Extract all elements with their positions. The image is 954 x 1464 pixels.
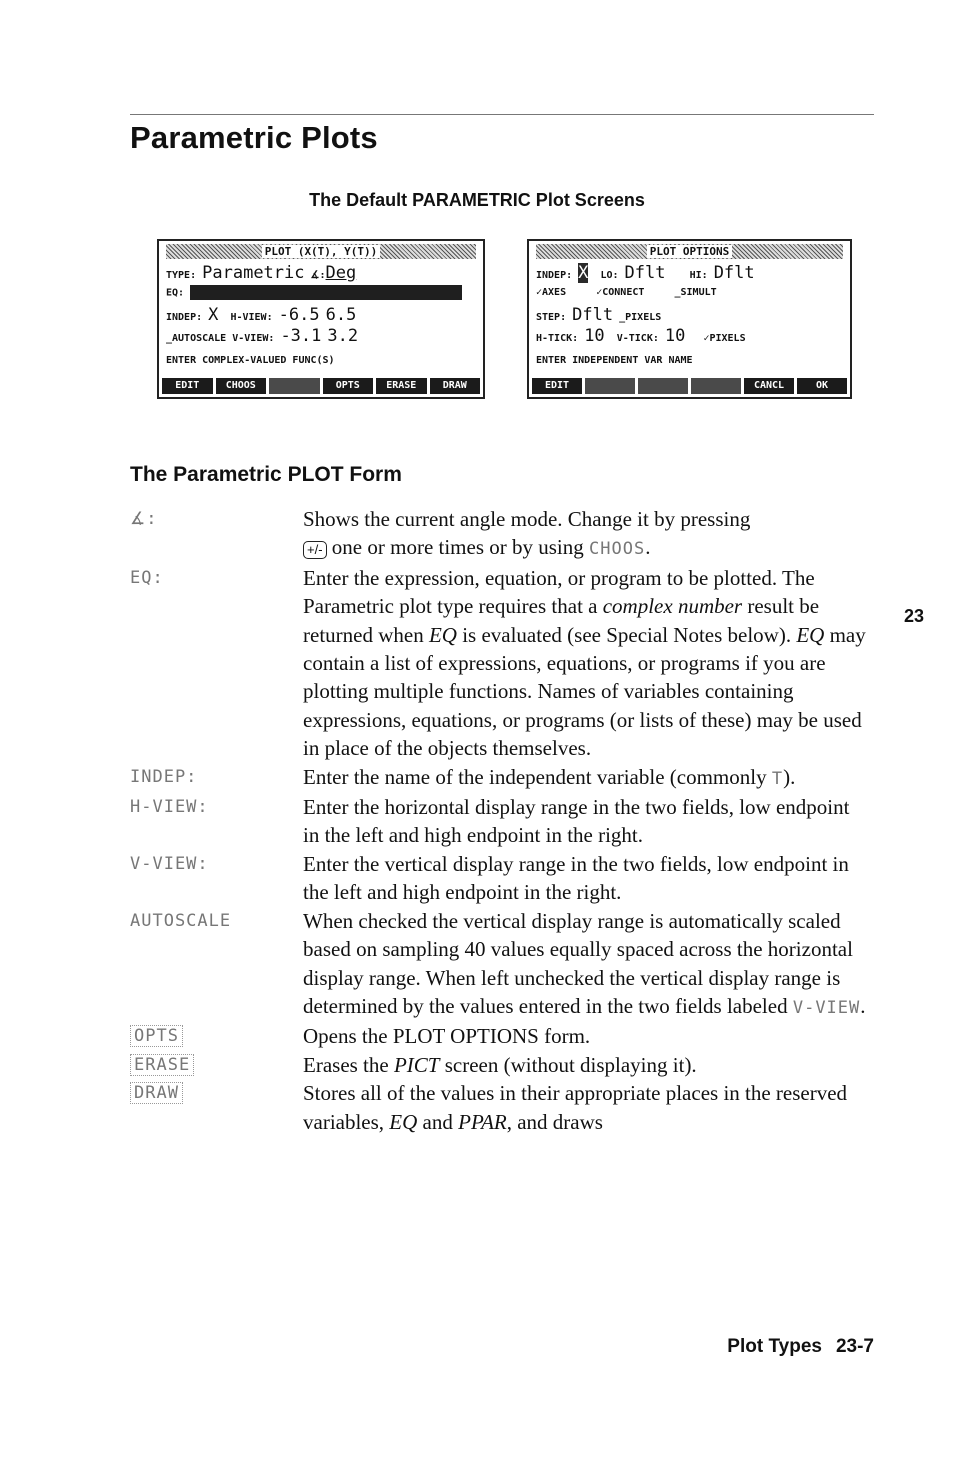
lo-value[interactable]: Dflt xyxy=(624,263,666,283)
screen-header xyxy=(536,244,843,259)
definition-angle xyxy=(130,505,870,564)
indep-value[interactable]: X xyxy=(208,305,219,325)
desc-text: Enter the name of the independent variable (commonly xyxy=(303,764,772,789)
footer-label: Plot Types xyxy=(727,1336,822,1357)
term-opts xyxy=(130,1022,303,1050)
autoscale-checkbox[interactable]: _AUTOSCALE xyxy=(166,333,227,344)
vview-lo[interactable]: -3.1 xyxy=(280,326,322,346)
desc-emphasis: EQ xyxy=(428,622,457,647)
desc-text: Shows the current angle mode. Change it by pressing xyxy=(303,507,751,531)
lo-label: LO: xyxy=(600,270,619,281)
desc-text: is evaluated (see Special Notes below). xyxy=(456,622,797,647)
vview-hi[interactable]: 3.2 xyxy=(327,326,359,346)
type-row xyxy=(166,263,356,283)
vtick-label: V-TICK: xyxy=(616,333,659,344)
vtick-value[interactable]: 10 xyxy=(664,326,686,346)
type-label: TYPE: xyxy=(166,270,197,281)
description-autoscale xyxy=(303,907,868,1023)
desc-emphasis: complex number xyxy=(602,594,743,619)
tick-pixels-checkbox[interactable]: ✓PIXELS xyxy=(703,333,746,344)
term-hview: H-VIEW: xyxy=(130,797,209,818)
menu-bar xyxy=(162,378,480,394)
menu-key-choos[interactable]: CHOOS xyxy=(216,378,267,394)
page-number: 23-7 xyxy=(835,1336,874,1357)
desc-text: may contain a list of expressions, equations, or programs if you are plotting multiple functions. Names of variables containing expressions, equations, or programs (or lists of these) may be used in place of the objects themselves. xyxy=(303,622,866,761)
htick-label: H-TICK: xyxy=(536,333,579,344)
vview-row xyxy=(166,326,358,346)
desc-text: result be returned when xyxy=(303,594,820,647)
description-indep xyxy=(303,763,868,793)
section-heading: The Parametric PLOT Form xyxy=(130,463,402,486)
screen-prompt: ENTER COMPLEX-VALUED FUNC(S) xyxy=(166,355,335,366)
hi-value[interactable]: Dflt xyxy=(713,263,755,283)
menu-key-blank[interactable] xyxy=(691,378,741,394)
menu-key-blank[interactable] xyxy=(638,378,688,394)
description-draw xyxy=(303,1079,868,1136)
indep-label: INDEP: xyxy=(166,312,203,323)
plot-form-screen xyxy=(157,239,485,399)
desc-text: ). xyxy=(783,764,796,789)
indep-row xyxy=(536,263,755,283)
term-vview: V-VIEW: xyxy=(130,853,209,874)
angle-label: ∡: xyxy=(310,270,326,281)
desc-text: Enter the expression, equation, or program to be plotted. The Parametric plot type requires that a xyxy=(303,565,815,619)
desc-emphasis: EQ xyxy=(796,622,825,647)
screen-prompt: ENTER INDEPENDENT VAR NAME xyxy=(536,355,693,366)
type-value[interactable]: Parametric xyxy=(202,263,305,283)
definition-draw xyxy=(130,1079,870,1136)
hi-label: HI: xyxy=(689,270,708,281)
definition-autoscale xyxy=(130,907,870,1023)
term-draw xyxy=(130,1079,303,1107)
menu-bar xyxy=(532,378,847,394)
screen-header-text: PLOT (X(T), Y(T)) xyxy=(262,245,381,258)
menu-key-edit[interactable]: EDIT xyxy=(162,378,213,394)
hview-hi[interactable]: 6.5 xyxy=(325,305,357,325)
angle-value[interactable]: Deg xyxy=(325,263,357,283)
description-hview: Enter the horizontal display range in the two fields, low endpoint in the left and high endpoint in the right. xyxy=(303,795,850,848)
desc-text: and xyxy=(417,1109,459,1134)
draw-key: DRAW xyxy=(130,1082,183,1104)
menu-key-blank[interactable] xyxy=(269,378,320,394)
menu-key-ok[interactable]: OK xyxy=(797,378,847,394)
desc-text: , and draws xyxy=(506,1109,603,1134)
description-erase xyxy=(303,1051,868,1079)
plus-minus-key: +/- xyxy=(303,541,327,559)
choos-ref: CHOOS xyxy=(589,539,646,560)
desc-text: Erases the xyxy=(303,1052,394,1077)
term-indep: INDEP: xyxy=(130,766,198,787)
definition-opts xyxy=(130,1022,870,1050)
desc-text: When checked the vertical display range is automatically scaled based on sampling 40 values equally spaced across the horizontal display range. When left unchecked the vertical display range is determined by the values entered in the two fields labeled xyxy=(303,908,853,1018)
menu-key-blank[interactable] xyxy=(585,378,635,394)
vview-label: V-VIEW: xyxy=(232,333,275,344)
menu-key-erase[interactable]: ERASE xyxy=(376,378,427,394)
term-angle: ∡: xyxy=(130,509,158,529)
definition-hview xyxy=(130,793,870,850)
chapter-tab: 23 xyxy=(904,606,925,626)
top-rule xyxy=(130,114,874,115)
eq-row xyxy=(166,285,462,300)
step-label: STEP: xyxy=(536,312,567,323)
simult-checkbox[interactable]: _SIMULT xyxy=(674,287,717,298)
vview-ref: V-VIEW xyxy=(792,997,861,1018)
desc-text: Stores all of the values in their appropriate places in the reserved variables, xyxy=(303,1081,848,1134)
page-title: Parametric Plots xyxy=(130,120,378,155)
erase-key: ERASE xyxy=(130,1054,194,1076)
var-ref: T xyxy=(771,768,784,789)
eq-label: EQ: xyxy=(166,287,185,299)
definition-list xyxy=(130,505,870,1136)
desc-text: one or more times or by using xyxy=(326,535,590,560)
description-vview: Enter the vertical display range in the two fields, low endpoint in the left and high endpoint in the right. xyxy=(303,851,849,905)
desc-emphasis: PPAR xyxy=(458,1109,507,1134)
eq-field[interactable] xyxy=(190,285,462,300)
desc-emphasis: EQ xyxy=(389,1109,418,1134)
hview-label: H-VIEW: xyxy=(230,312,273,323)
indep-value[interactable]: X xyxy=(578,263,589,283)
desc-text: . xyxy=(860,993,866,1018)
menu-key-cancel[interactable]: CANCL xyxy=(744,378,794,394)
screen-header xyxy=(166,244,476,259)
description-eq xyxy=(303,564,868,763)
plot-options-screen xyxy=(527,239,852,399)
menu-key-draw[interactable]: DRAW xyxy=(430,378,481,394)
definition-vview xyxy=(130,850,870,907)
menu-key-edit[interactable]: EDIT xyxy=(532,378,582,394)
figure-caption: The Default PARAMETRIC Plot Screens xyxy=(309,190,645,210)
term-eq: EQ: xyxy=(130,567,164,588)
definition-indep xyxy=(130,763,870,793)
desc-emphasis: PICT xyxy=(393,1052,440,1077)
step-row xyxy=(536,305,661,325)
indep-row xyxy=(166,305,356,325)
description-opts: Opens the PLOT OPTIONS form. xyxy=(303,1024,591,1049)
step-value[interactable]: Dflt xyxy=(572,305,614,325)
indep-label: INDEP: xyxy=(536,270,573,281)
tick-row xyxy=(536,326,746,346)
desc-text: . xyxy=(645,535,651,560)
htick-value[interactable]: 10 xyxy=(584,326,605,346)
axes-checkbox[interactable]: ✓AXES xyxy=(536,287,567,298)
term-erase xyxy=(130,1051,303,1079)
hview-lo[interactable]: -6.5 xyxy=(278,305,320,325)
options-row xyxy=(536,287,717,298)
menu-key-opts[interactable]: OPTS xyxy=(323,378,374,394)
definition-eq xyxy=(130,564,870,763)
opts-key: OPTS xyxy=(130,1025,183,1047)
page-footer xyxy=(727,1336,874,1358)
desc-text: screen (without displaying it). xyxy=(439,1052,697,1077)
term-autoscale: AUTOSCALE xyxy=(130,910,232,931)
connect-checkbox[interactable]: ✓CONNECT xyxy=(596,287,645,298)
definition-erase xyxy=(130,1051,870,1079)
description-angle xyxy=(303,505,868,564)
pixels-checkbox[interactable]: _PIXELS xyxy=(619,312,662,323)
screen-header-text: PLOT OPTIONS xyxy=(647,245,732,258)
